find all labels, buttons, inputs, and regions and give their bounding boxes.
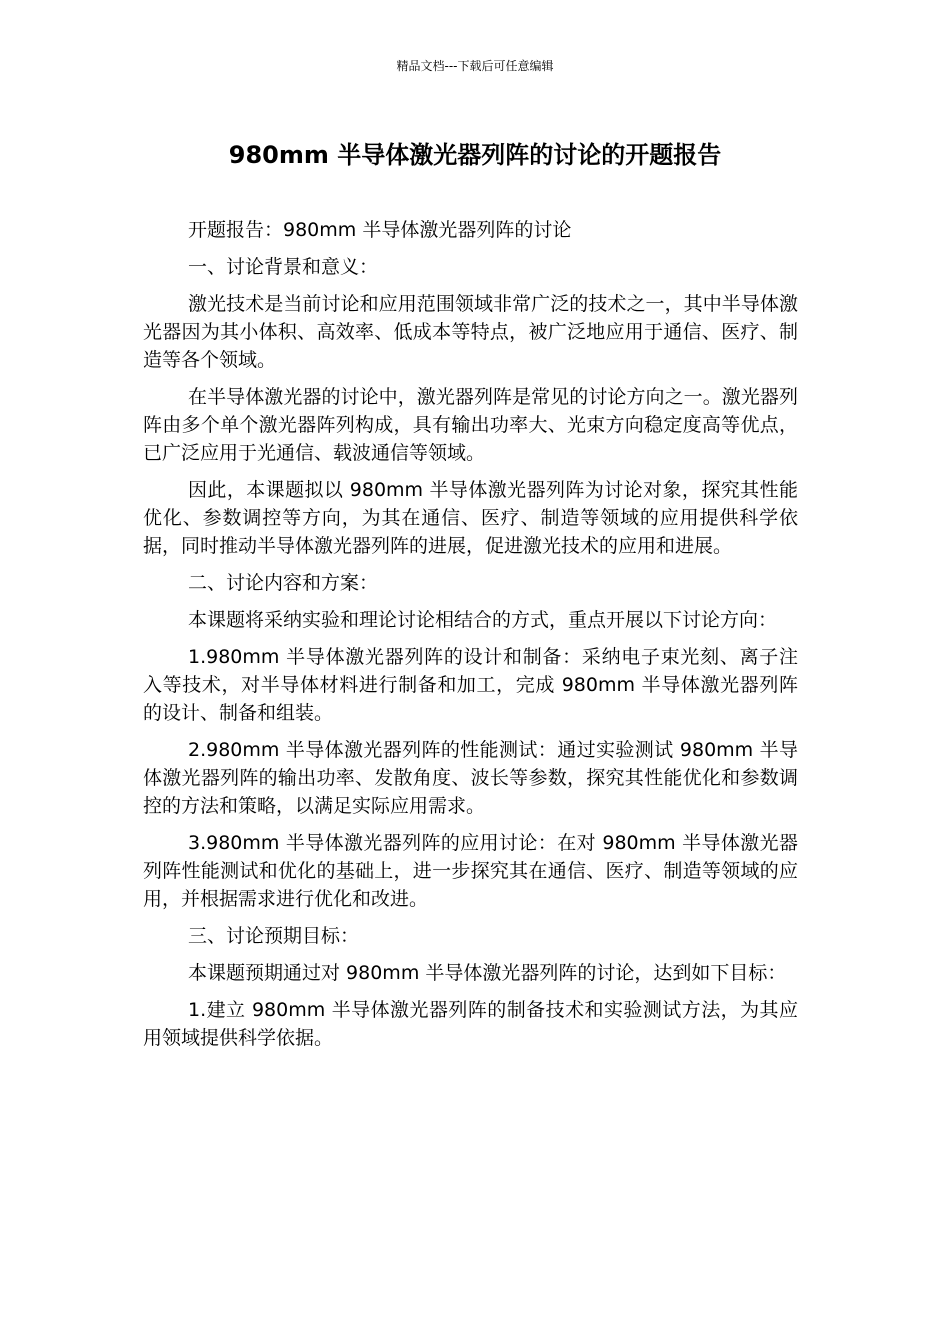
document-body — [143, 216, 798, 1061]
paragraph-background-1: 激光技术是当前讨论和应用范围领域非常广泛的技术之一，其中半导体激光器因为其小体积、高效率、低成本等特点，被广泛地应用于通信、医疗、制造等各个领域。 — [143, 293, 798, 371]
paragraph-goals-item-1: 1.建立 980mm 半导体激光器列阵的制备技术和实验测试方法，为其应用领域提供科学依据。 — [143, 999, 798, 1049]
paragraph-content-intro: 本课题将采纳实验和理论讨论相结合的方式，重点开展以下讨论方向： — [188, 609, 778, 631]
section-heading-content: 二、讨论内容和方案： — [188, 572, 379, 594]
paragraph-goals-intro: 本课题预期通过对 980mm 半导体激光器列阵的讨论，达到如下目标： — [188, 962, 787, 984]
paragraph-content-item-1: 1.980mm 半导体激光器列阵的设计和制备：采纳电子束光刻、离子注入等技术，对半导体材料进行制备和加工，完成 980mm 半导体激光器列阵的设计、制备和组装。 — [143, 646, 798, 724]
section-heading-goals: 三、讨论预期目标： — [188, 925, 360, 947]
paragraph-background-3: 因此，本课题拟以 980mm 半导体激光器列阵为讨论对象，探究其性能优化、参数调控等方向，为其在通信、医疗、制造等领域的应用提供科学依据，同时推动半导体激光器列阵的进展，促进激光技术的应用和进展。 — [143, 479, 798, 557]
header-note: 精品文档---下载后可任意编辑 — [396, 59, 554, 73]
section-heading-background: 一、讨论背景和意义： — [188, 256, 379, 278]
document-title: 980mm 半导体激光器列阵的讨论的开题报告 — [228, 141, 722, 169]
paragraph-content-item-3: 3.980mm 半导体激光器列阵的应用讨论：在对 980mm 半导体激光器列阵性能测试和优化的基础上，进一步探究其在通信、医疗、制造等领域的应用，并根据需求进行优化和改进。 — [143, 832, 798, 910]
paragraph-content-item-2: 2.980mm 半导体激光器列阵的性能测试：通过实验测试 980mm 半导体激光器列阵的输出功率、发散角度、波长等参数，探究其性能优化和参数调控的方法和策略，以满足实际应用需求。 — [143, 739, 798, 817]
paragraph-report-subject: 开题报告：980mm 半导体激光器列阵的讨论 — [188, 219, 572, 241]
paragraph-background-2: 在半导体激光器的讨论中，激光器列阵是常见的讨论方向之一。激光器列阵由多个单个激光器阵列构成，具有输出功率大、光束方向稳定度高等优点，已广泛应用于光通信、载波通信等领域。 — [143, 386, 798, 464]
